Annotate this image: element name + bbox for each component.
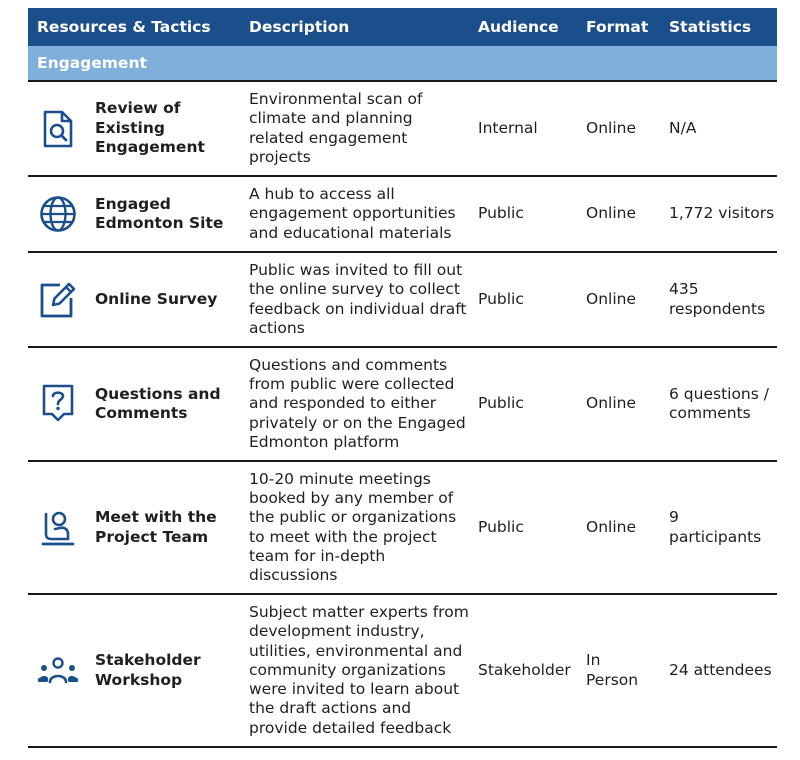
text-line: Online Survey: [95, 289, 218, 308]
resource-cell: [28, 99, 240, 158]
text-line: comments: [669, 404, 751, 422]
description-cell: [240, 356, 469, 452]
header-format: Format: [586, 18, 649, 36]
question-bubble-icon: [36, 382, 80, 426]
resource-name: [80, 508, 217, 547]
table-body: [28, 82, 777, 748]
text-line: 24 attendees: [669, 660, 772, 679]
text-line: 6 questions /: [669, 384, 769, 403]
description-cell: [240, 261, 469, 338]
resource-cell: [28, 278, 240, 322]
resource-name: [80, 99, 205, 158]
text-line: the online survey to collect: [249, 280, 460, 299]
table-row: [28, 595, 777, 748]
resource-cell: [28, 506, 240, 550]
person-meeting-icon: [36, 506, 80, 550]
text-line: Public was invited to fill out: [249, 260, 463, 279]
text-line: Engagement: [95, 138, 205, 157]
statistics-cell: [659, 508, 777, 547]
text-line: utilities, environmental and: [249, 641, 463, 660]
audience-cell: Public: [478, 517, 524, 536]
description-cell: [240, 185, 469, 243]
text-line: Online: [586, 118, 636, 137]
text-line: and educational materials: [249, 223, 452, 242]
text-line: climate and planning: [249, 109, 413, 128]
header-resources-tactics: Resources & Tactics: [37, 18, 211, 36]
text-line: Existing: [95, 118, 165, 137]
text-line: 435: [669, 280, 699, 299]
table-row: [28, 177, 777, 253]
resource-name: [80, 195, 223, 234]
header-statistics: Statistics: [669, 18, 752, 36]
text-line: projects: [249, 147, 311, 166]
format-cell: [577, 518, 659, 537]
table-header: [28, 8, 777, 46]
text-line: Edmonton platform: [249, 432, 400, 451]
text-line: Engaged: [95, 194, 171, 213]
text-line: Online: [586, 204, 636, 223]
text-line: 9: [669, 508, 679, 527]
globe-icon: [36, 192, 80, 236]
text-line: Stakeholder: [95, 651, 201, 669]
text-line: the draft actions and: [249, 699, 412, 718]
text-line: the public or organizations: [249, 508, 457, 527]
text-line: provide detailed feedback: [249, 718, 452, 737]
description-cell: [240, 603, 469, 738]
text-line: Online: [586, 394, 636, 413]
text-line: and responded to either: [249, 394, 437, 413]
text-line: Questions and: [95, 384, 221, 403]
text-line: Edmonton Site: [95, 214, 224, 232]
text-line: Questions and comments: [249, 355, 448, 374]
header-description: Description: [249, 18, 350, 36]
resource-cell: [28, 192, 240, 236]
resource-name: [80, 385, 221, 424]
table-row: [28, 253, 777, 348]
group-people-icon: [36, 649, 80, 693]
description-cell: [240, 470, 469, 586]
document-search-icon: [36, 107, 80, 151]
edit-form-icon: [36, 278, 80, 322]
text-line: Person: [586, 670, 639, 689]
resource-cell: [28, 649, 240, 693]
text-line: discussions: [249, 566, 338, 585]
resource-name: [80, 651, 201, 690]
audience-cell: Public: [478, 289, 524, 308]
format-cell: [577, 290, 659, 309]
format-cell: [577, 204, 659, 223]
text-line: Workshop: [95, 670, 183, 689]
text-line: engagement opportunities: [249, 204, 456, 223]
text-line: Comments: [95, 404, 188, 422]
table-row: [28, 462, 777, 595]
text-line: related engagement: [249, 128, 408, 147]
text-line: N/A: [669, 118, 697, 137]
text-line: A hub to access all: [249, 185, 395, 204]
statistics-cell: [659, 280, 777, 319]
text-line: participants: [669, 527, 762, 546]
text-line: Meet with the: [95, 508, 217, 526]
statistics-cell: [659, 119, 777, 138]
section-row: [28, 46, 777, 82]
statistics-cell: [659, 385, 777, 424]
text-line: privately or on the Engaged: [249, 413, 466, 432]
audience-cell: Stakeholder: [478, 660, 571, 679]
text-line: Online: [586, 517, 636, 536]
engagement-table: [28, 8, 777, 748]
text-line: 1,772 visitors: [669, 204, 775, 223]
audience-cell: Public: [478, 204, 524, 223]
text-line: were invited to learn about: [249, 680, 460, 699]
text-line: from public were collected: [249, 375, 455, 394]
text-line: team for in-depth: [249, 546, 386, 565]
text-line: booked by any member of: [249, 488, 454, 507]
text-line: community organizations: [249, 660, 446, 679]
text-line: 10-20 minute meetings: [249, 469, 431, 488]
table-row: [28, 348, 777, 462]
audience-cell: Internal: [478, 118, 538, 137]
text-line: respondents: [669, 299, 766, 318]
text-line: In: [586, 651, 601, 670]
header-audience: Audience: [478, 18, 559, 36]
text-line: Online: [586, 289, 636, 308]
text-line: to meet with the project: [249, 527, 437, 546]
resource-cell: [28, 382, 240, 426]
table-row: [28, 82, 777, 177]
text-line: Review of: [95, 99, 181, 118]
text-line: Subject matter experts from: [249, 602, 469, 621]
text-line: Project Team: [95, 527, 209, 546]
text-line: actions: [249, 318, 305, 337]
text-line: Environmental scan of: [249, 89, 423, 108]
format-cell: [577, 394, 659, 413]
format-cell: [577, 651, 659, 690]
section-title: Engagement: [37, 54, 147, 72]
statistics-cell: [659, 661, 777, 680]
description-cell: [240, 90, 469, 167]
text-line: feedback on individual draft: [249, 299, 467, 318]
format-cell: [577, 119, 659, 138]
resource-name: [80, 290, 217, 310]
audience-cell: Public: [478, 394, 524, 413]
statistics-cell: [659, 204, 777, 223]
text-line: development industry,: [249, 622, 425, 641]
